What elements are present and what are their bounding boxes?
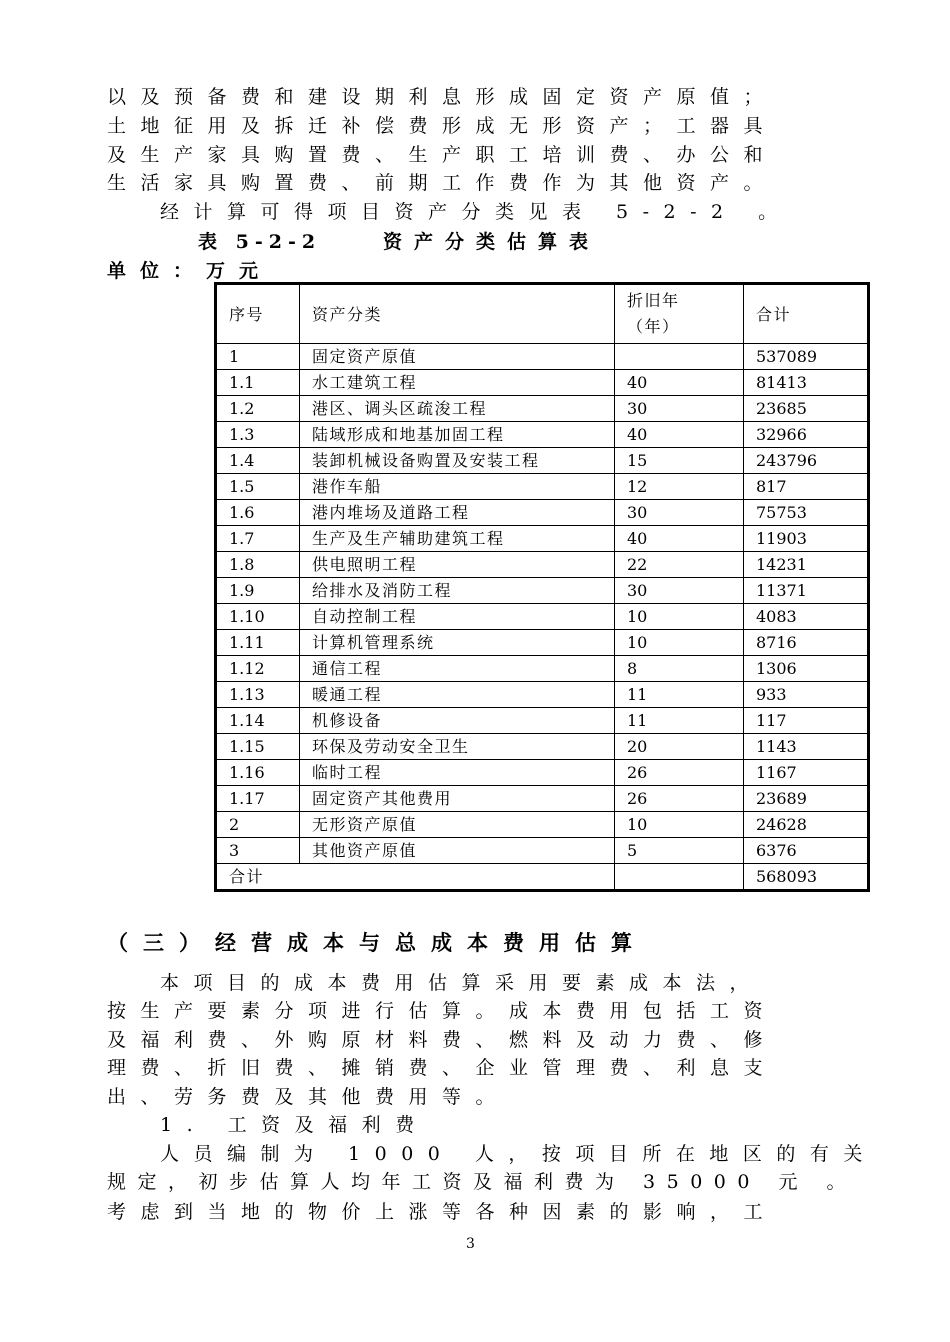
cell-no: 2 xyxy=(216,812,300,838)
cell-years: 8 xyxy=(615,656,744,682)
cell-no: 1.3 xyxy=(216,422,300,448)
cell-total: 117 xyxy=(744,708,869,734)
table-row xyxy=(216,448,869,474)
page-number: 3 xyxy=(466,1236,475,1252)
cell-no: 1.2 xyxy=(216,396,300,422)
body-text-line: 考虑到当地的物价上涨等各种因素的影响，工 xyxy=(107,1201,778,1223)
body-text-line: 经计算可得项目资产分类见表 5-2-2 。 xyxy=(160,201,792,223)
cell-category: 计算机管理系统 xyxy=(300,630,615,656)
cell-years: 22 xyxy=(615,552,744,578)
section-heading: （三）经营成本与总成本费用估算 xyxy=(107,930,647,955)
cell-category: 暖通工程 xyxy=(300,682,615,708)
cell-no: 3 xyxy=(216,838,300,864)
cell-category: 其他资产原值 xyxy=(300,838,615,864)
table-row xyxy=(216,682,869,708)
table-row xyxy=(216,656,869,682)
cell-total: 23685 xyxy=(744,396,869,422)
cell-category: 港作车船 xyxy=(300,474,615,500)
table-row xyxy=(216,708,869,734)
cell-no: 1.5 xyxy=(216,474,300,500)
cell-no: 1.13 xyxy=(216,682,300,708)
cell-total: 23689 xyxy=(744,786,869,812)
cell-total: 1167 xyxy=(744,760,869,786)
cell-years: 11 xyxy=(615,708,744,734)
footer-total: 568093 xyxy=(744,864,869,891)
cell-no: 1.7 xyxy=(216,526,300,552)
cell-category: 陆域形成和地基加固工程 xyxy=(300,422,615,448)
cell-years: 40 xyxy=(615,526,744,552)
table-row xyxy=(216,422,869,448)
cell-no: 1.9 xyxy=(216,578,300,604)
cell-no: 1.14 xyxy=(216,708,300,734)
cell-total: 11903 xyxy=(744,526,869,552)
cell-total: 537089 xyxy=(744,344,869,370)
cell-years: 30 xyxy=(615,500,744,526)
cell-category: 自动控制工程 xyxy=(300,604,615,630)
cell-category: 供电照明工程 xyxy=(300,552,615,578)
cell-years: 30 xyxy=(615,578,744,604)
cell-no: 1.15 xyxy=(216,734,300,760)
cell-no: 1.12 xyxy=(216,656,300,682)
body-text-line: 按生产要素分项进行估算。成本费用包括工资 xyxy=(107,1000,778,1022)
cell-category: 临时工程 xyxy=(300,760,615,786)
table-row xyxy=(216,500,869,526)
cell-years: 10 xyxy=(615,604,744,630)
cell-total: 11371 xyxy=(744,578,869,604)
cell-years: 30 xyxy=(615,396,744,422)
cell-total: 817 xyxy=(744,474,869,500)
cell-total: 75753 xyxy=(744,500,869,526)
table-header-row xyxy=(216,284,869,344)
cell-no: 1.8 xyxy=(216,552,300,578)
body-text-line: 及福利费、外购原材料费、燃料及动力费、修 xyxy=(107,1029,778,1051)
cell-total: 14231 xyxy=(744,552,869,578)
cell-years: 11 xyxy=(615,682,744,708)
table-row xyxy=(216,812,869,838)
cell-years: 12 xyxy=(615,474,744,500)
cell-total: 4083 xyxy=(744,604,869,630)
body-text-line: 规定，初步估算人均年工资及福利费为 35000 元 。 xyxy=(107,1171,858,1193)
cell-years: 40 xyxy=(615,422,744,448)
body-text-line: 本项目的成本费用估算采用要素成本法， xyxy=(160,972,764,994)
cell-total: 8716 xyxy=(744,630,869,656)
footer-years xyxy=(615,864,744,891)
cell-years: 10 xyxy=(615,630,744,656)
cell-no: 1.1 xyxy=(216,370,300,396)
body-text-line: 人员编制为 1000 人，按项目所在地区的有关 xyxy=(160,1143,877,1165)
table-row xyxy=(216,344,869,370)
cell-total: 243796 xyxy=(744,448,869,474)
footer-label: 合计 xyxy=(216,864,615,891)
cell-total: 32966 xyxy=(744,422,869,448)
cell-category: 无形资产原值 xyxy=(300,812,615,838)
body-text-line: 出、劳务费及其他费用等。 xyxy=(107,1086,510,1108)
cell-total: 6376 xyxy=(744,838,869,864)
body-text-line: 以及预备费和建设期利息形成固定资产原值； xyxy=(107,86,778,108)
cell-total: 1306 xyxy=(744,656,869,682)
cell-years: 5 xyxy=(615,838,744,864)
table-number: 表 5-2-2 xyxy=(198,231,322,253)
table-row xyxy=(216,526,869,552)
table-row xyxy=(216,604,869,630)
cell-no: 1.17 xyxy=(216,786,300,812)
cell-category: 环保及劳动安全卫生 xyxy=(300,734,615,760)
body-text-line: 及生产家具购置费、生产职工培训费、办公和 xyxy=(107,144,778,166)
cell-years: 26 xyxy=(615,760,744,786)
cell-no: 1.16 xyxy=(216,760,300,786)
cell-category: 港区、调头区疏浚工程 xyxy=(300,396,615,422)
body-text-line: 理费、折旧费、摊销费、企业管理费、利息支 xyxy=(107,1057,778,1079)
table-row xyxy=(216,552,869,578)
cell-category: 港内堆场及道路工程 xyxy=(300,500,615,526)
cell-total: 81413 xyxy=(744,370,869,396)
table-row xyxy=(216,396,869,422)
cell-years: 40 xyxy=(615,370,744,396)
table-row xyxy=(216,630,869,656)
cell-no: 1.4 xyxy=(216,448,300,474)
cell-no: 1 xyxy=(216,344,300,370)
table-title: 资产分类估算表 xyxy=(383,231,601,253)
cell-years: 15 xyxy=(615,448,744,474)
cell-category: 生产及生产辅助建筑工程 xyxy=(300,526,615,552)
cell-years: 10 xyxy=(615,812,744,838)
cell-years: 20 xyxy=(615,734,744,760)
cell-no: 1.11 xyxy=(216,630,300,656)
body-text-line: 土地征用及拆迁补偿费形成无形资产；工器具 xyxy=(107,115,778,137)
table-row xyxy=(216,474,869,500)
body-text-line: 生活家具购置费、前期工作费作为其他资产。 xyxy=(107,172,778,194)
cell-category: 机修设备 xyxy=(300,708,615,734)
cell-total: 933 xyxy=(744,682,869,708)
header-category: 资产分类 xyxy=(300,284,615,344)
cell-category: 固定资产原值 xyxy=(300,344,615,370)
cell-category: 通信工程 xyxy=(300,656,615,682)
cell-category: 水工建筑工程 xyxy=(300,370,615,396)
header-no: 序号 xyxy=(216,284,300,344)
cell-category: 给排水及消防工程 xyxy=(300,578,615,604)
header-years-line1: 折旧年 xyxy=(627,291,680,310)
table-row xyxy=(216,734,869,760)
header-total: 合计 xyxy=(744,284,869,344)
subsection-heading: 1. 工资及福利费 xyxy=(160,1114,429,1136)
cell-no: 1.10 xyxy=(216,604,300,630)
table-row xyxy=(216,370,869,396)
cell-years: 26 xyxy=(615,786,744,812)
unit-label: 单位：万元 xyxy=(107,260,273,282)
table-footer-row xyxy=(216,864,869,891)
asset-classification-table xyxy=(214,282,870,892)
header-years-line2: （年） xyxy=(627,317,680,336)
header-years xyxy=(615,284,744,344)
cell-total: 24628 xyxy=(744,812,869,838)
cell-total: 1143 xyxy=(744,734,869,760)
table-row xyxy=(216,838,869,864)
table-row xyxy=(216,578,869,604)
cell-category: 装卸机械设备购置及安装工程 xyxy=(300,448,615,474)
table-row xyxy=(216,760,869,786)
table-row xyxy=(216,786,869,812)
cell-category: 固定资产其他费用 xyxy=(300,786,615,812)
cell-no: 1.6 xyxy=(216,500,300,526)
cell-years xyxy=(615,344,744,370)
